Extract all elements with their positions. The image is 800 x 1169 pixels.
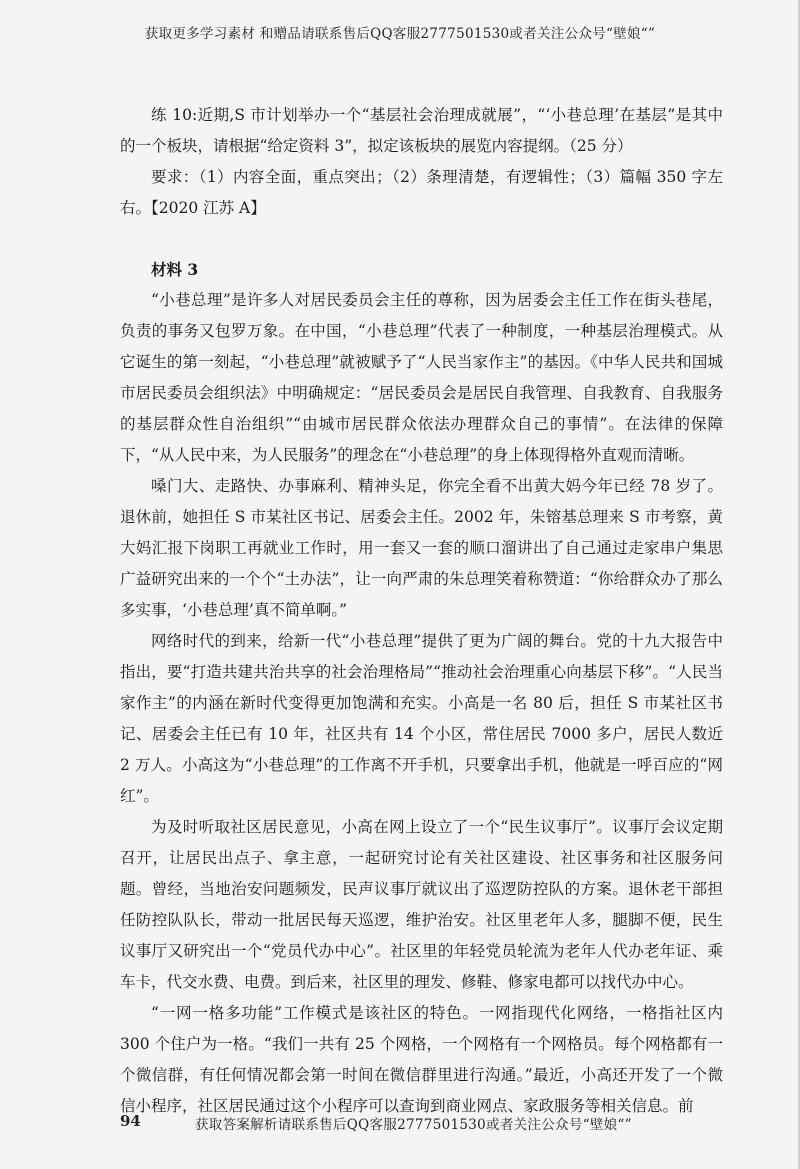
page-header: 获取更多学习素材 和赠品请联系售后QQ客服2777501530或者关注公众号“壁娘“” xyxy=(144,26,656,42)
material-paragraph-5: “一网一格多功能”工作模式是该社区的特色。一网指现代化网络，一格指社区内 300 个住户为一格。“我们一共有 25 个网格，一个网格有一个网格员。每个网格都有一个微信群，有任何情况都会第一时间在微信群里进行沟通。”最近，小高还开发了一个微信小程序，社区居民通过这个小程序可以查询到商业网点、家政服务等相关信息。前 xyxy=(120,1004,723,1115)
material-paragraph-4: 为及时听取社区居民意见，小高在网上设立了一个“民生议事厅”。议事厅会议定期召开，让居民出点子、拿主意，一起研究讨论有关社区建设、社区事务和社区服务问题。曾经，当地治安问题频发，民声议事厅就议出了巡逻防控队的方案。退休老干部担任防控队队长，带动一批居民每天巡逻，维护治安。社区里老年人多，腿脚不便，民生议事厅又研究出一个“党员代办中心”。社区里的年轻党员轮流为老年人代办老年证、乘车卡，代交水费、电费。到后来，社区里的理发、修鞋、修家电都可以找代办中心。 xyxy=(120,818,723,991)
material-paragraph-1: “小巷总理”是许多人对居民委员会主任的尊称，因为居委会主任工作在街头巷尾，负责的事务又包罗万象。在中国，“小巷总理”代表了一种制度，一种基层治理模式。从它诞生的第一刻起，“小巷总理”就被赋予了“人民当家作主”的基因。《中华人民共和国城市居民委员会组织法》中明确规定：“居民委员会是居民自我管理、自我教育、自我服务的基层群众性自治组织”“由城市居民群众依法办理群众自己的事情”。在法律的保障下，“从人民中来，为人民服务”的理念在“小巷总理”的身上体现得格外直观而清晰。 xyxy=(120,291,723,464)
exercise-question: 练 10:近期,S 市计划举办一个“基层社会治理成就展”，“‘小巷总理’在基层”是其中的一个板块，请根据“给定资料 3”，拟定该板块的展览内容提纲。（25 分） xyxy=(120,106,723,155)
footer-text: 获取答案解析请联系售后QQ客服2777501530或者关注公众号“壁娘“” xyxy=(195,1117,632,1133)
material-paragraph-3: 网络时代的到来，给新一代“小巷总理”提供了更为广阔的舞台。党的十九大报告中指出，要“打造共建共治共享的社会治理格局”“推动社会治理重心向基层下移”。“人民当家作主”的内涵在新时代变得更加饱满和充实。小高是一名 80 后，担任 S 市某社区书记、居委会主任已有 10 年，社区共有 14 个小区，常住居民 7000 多户，居民人数近 2 万人。小高这为“小巷总理”的工作离不开手机，只要拿出手机，他就是一呼百应的“网红”。 xyxy=(120,632,723,805)
page-number: 94 xyxy=(120,1112,141,1130)
page-body xyxy=(120,100,723,1122)
material-paragraph-2: 嗓门大、走路快、办事麻利、精神头足，你完全看不出黄大妈今年已经 78 岁了。退休前，她担任 S 市某社区书记、居委会主任。2002 年，朱镕基总理来 S 市考察，黄大妈汇报下岗职工再就业工作时，用一套又一套的顺口溜讲出了自己通过走家串户集思广益研究出来的一个个“土办法”，让一向严肃的朱总理笑着称赞道：“你给群众办了那么多实事，‘小巷总理’真不简单啊。” xyxy=(120,477,723,619)
exercise-requirements: 要求：（1）内容全面，重点突出；（2）条理清楚，有逻辑性；（3）篇幅 350 字左右。【2020 江苏 A】 xyxy=(120,168,723,217)
material-title: 材料 3 xyxy=(151,260,199,279)
page-footer xyxy=(0,1112,800,1136)
